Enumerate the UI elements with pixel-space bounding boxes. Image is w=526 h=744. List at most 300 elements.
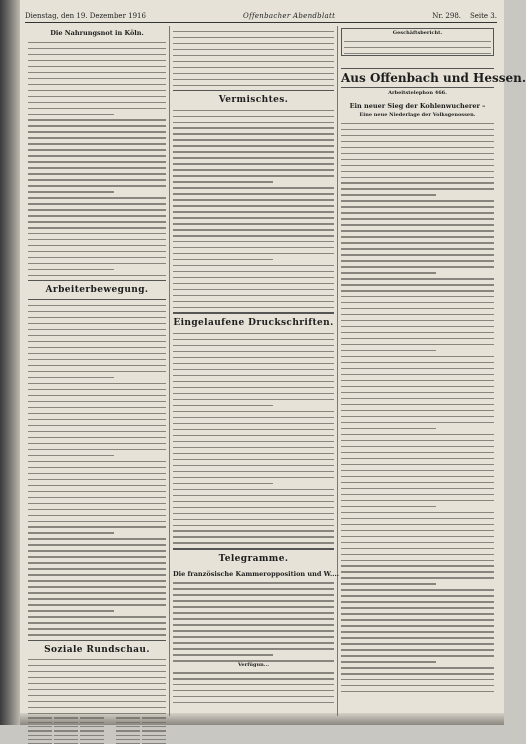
text-line: [341, 661, 436, 662]
text-line: [341, 284, 494, 285]
text-line: [173, 333, 334, 334]
article-heading-kammeropposition: Die französische Kammeropposition und W....: [173, 569, 340, 578]
text-line: [28, 665, 166, 666]
text-line: [341, 362, 494, 363]
text-line: [28, 586, 166, 587]
table-row: [28, 717, 166, 718]
text-line: [173, 471, 334, 472]
text-line: [341, 278, 494, 279]
text-line: [173, 357, 334, 358]
text-line: [173, 702, 334, 703]
text-line: [341, 434, 494, 435]
text-line: [28, 556, 166, 557]
text-line: [173, 363, 334, 364]
table-cell: [80, 735, 104, 736]
table-cell: [142, 735, 166, 736]
text-line: [173, 133, 334, 134]
text-line: [28, 407, 166, 408]
text-block: [341, 123, 494, 693]
text-line: [341, 631, 494, 632]
table-cell: [28, 726, 52, 727]
text-line: [28, 72, 166, 73]
text-line: [341, 649, 494, 650]
text-line: [173, 145, 334, 146]
text-line: [341, 416, 494, 417]
text-line: [173, 530, 334, 531]
text-line: [173, 624, 334, 625]
table-cell: [28, 735, 52, 736]
text-line: [341, 440, 494, 441]
text-line: [341, 188, 494, 189]
text-line: [173, 205, 334, 206]
text-line: [28, 598, 166, 599]
text-line: [341, 165, 494, 166]
text-line: [341, 452, 494, 453]
text-line: [28, 221, 166, 222]
text-block: [28, 659, 166, 714]
text-line: [173, 139, 334, 140]
text-line: [28, 707, 166, 708]
text-line: [341, 153, 494, 154]
text-line: [173, 67, 334, 68]
divider: [28, 299, 166, 300]
text-line: [173, 339, 334, 340]
text-line: [28, 628, 166, 629]
section-heading-vermischtes: Vermischtes.: [218, 94, 289, 105]
text-line: [173, 211, 334, 212]
text-line: [173, 435, 334, 436]
text-line: [28, 78, 166, 79]
text-line: [341, 691, 494, 692]
text-line: [341, 182, 494, 183]
text-line: [341, 212, 494, 213]
text-line: [173, 253, 334, 254]
text-line: [28, 96, 166, 97]
statistics-table: [28, 717, 166, 744]
text-line: [341, 560, 494, 561]
table-cell: [54, 730, 78, 731]
table-cell: [54, 717, 78, 718]
text-line: [28, 437, 166, 438]
text-line: [341, 147, 494, 148]
text-line: [28, 42, 166, 43]
text-line: [173, 122, 334, 123]
text-line: [28, 209, 166, 210]
text-line: [173, 642, 334, 643]
text-line: [173, 525, 334, 526]
text-line: [341, 583, 436, 584]
text-line: [341, 565, 494, 566]
text-line: [28, 610, 114, 611]
text-line: [173, 110, 334, 111]
text-line: [173, 271, 334, 272]
text-line: [341, 159, 494, 160]
text-block: [173, 110, 334, 309]
text-line: [28, 473, 166, 474]
text-line: [173, 513, 334, 514]
text-line: [341, 332, 494, 333]
table-gap: [106, 726, 114, 727]
text-line: [28, 90, 166, 91]
text-line: [341, 308, 494, 309]
text-line: [28, 179, 166, 180]
text-line: [173, 690, 334, 691]
table-cell: [142, 722, 166, 723]
text-line: [28, 347, 166, 348]
text-line: [341, 356, 494, 357]
text-line: [341, 595, 494, 596]
text-line: [341, 260, 494, 261]
text-line: [341, 512, 494, 513]
text-line: [341, 206, 494, 207]
text-line: [28, 149, 166, 150]
text-line: [341, 601, 494, 602]
text-line: [28, 215, 166, 216]
text-line: [28, 689, 166, 690]
text-line: [28, 580, 166, 581]
text-line: [28, 425, 166, 426]
text-line: [28, 239, 166, 240]
table-gap: [106, 717, 114, 718]
text-line: [28, 257, 166, 258]
table-cell: [80, 717, 104, 718]
text-line: [341, 488, 494, 489]
text-line: [341, 338, 494, 339]
text-line: [173, 453, 334, 454]
text-line: [28, 544, 166, 545]
text-line: [28, 143, 166, 144]
text-line: [341, 404, 494, 405]
text-line: [341, 542, 494, 543]
table-cell: [116, 730, 140, 731]
text-line: [173, 684, 334, 685]
text-line: [28, 305, 166, 306]
text-line: [173, 417, 334, 418]
table-cell: [80, 722, 104, 723]
text-line: [341, 458, 494, 459]
text-line: [173, 307, 334, 308]
text-line: [28, 521, 166, 522]
text-line: [28, 461, 166, 462]
section-heading-offenbach-hessen: Aus Offenbach und Hessen.: [341, 68, 494, 88]
text-line: [344, 41, 491, 42]
text-line: [173, 387, 334, 388]
text-line: [173, 277, 334, 278]
text-line: [28, 66, 166, 67]
text-line: [28, 60, 166, 61]
text-line: [341, 374, 494, 375]
text-line: [28, 592, 166, 593]
article-heading-nahrungsnot: Die Nahrungsnot in Köln.: [50, 29, 144, 37]
table-cell: [80, 739, 104, 740]
text-line: [341, 613, 494, 614]
text-line: [341, 272, 436, 273]
text-line: [173, 483, 273, 484]
text-block: [173, 333, 334, 544]
text-line: [28, 467, 166, 468]
text-line: [28, 683, 166, 684]
text-line: [173, 247, 334, 248]
text-line: [28, 634, 166, 635]
section-subheading: Arbeitstelephon 466.: [388, 89, 447, 96]
text-line: [28, 84, 166, 85]
text-line: [341, 344, 494, 345]
text-line: [341, 290, 494, 291]
text-line: [173, 351, 334, 352]
text-line: [173, 79, 334, 80]
text-line: [173, 459, 334, 460]
text-line: [28, 371, 166, 372]
divider: [173, 90, 334, 91]
table-cell: [28, 730, 52, 731]
text-line: [341, 314, 494, 315]
table-cell: [116, 739, 140, 740]
text-line: [28, 323, 166, 324]
table-cell: [142, 726, 166, 727]
text-line: [173, 283, 334, 284]
text-line: [341, 571, 494, 572]
text-line: [173, 345, 334, 346]
text-line: [28, 568, 166, 569]
text-line: [173, 405, 273, 406]
text-line: [173, 477, 334, 478]
notice-box: [341, 28, 494, 56]
text-line: [341, 422, 494, 423]
text-line: [341, 386, 494, 387]
table-cell: [142, 730, 166, 731]
text-line: [173, 542, 334, 543]
text-line: [173, 157, 334, 158]
text-line: [28, 701, 166, 702]
text-line: [173, 536, 334, 537]
divider: [173, 312, 334, 314]
text-line: [341, 296, 494, 297]
text-line: [28, 263, 166, 264]
table-cell: [80, 730, 104, 731]
text-line: [341, 476, 494, 477]
section-heading-soziale-rundschau: Soziale Rundschau.: [44, 644, 150, 655]
table-row: [28, 726, 166, 727]
text-line: [341, 410, 494, 411]
text-block: [173, 672, 334, 703]
table-cell: [142, 739, 166, 740]
text-line: [28, 233, 166, 234]
text-line: [28, 167, 166, 168]
text-line: [344, 47, 491, 48]
text-line: [28, 659, 166, 660]
text-line: [28, 485, 166, 486]
text-line: [341, 589, 494, 590]
text-line: [28, 317, 166, 318]
section-heading-arbeiterbewegung: Arbeiterbewegung.: [45, 285, 149, 296]
text-line: [341, 254, 494, 255]
text-line: [173, 582, 334, 583]
text-line: [341, 224, 494, 225]
table-cell: [116, 735, 140, 736]
section-heading-druckschriften: Eingelaufene Druckschriften.: [173, 318, 334, 329]
text-line: [344, 53, 491, 54]
text-line: [173, 199, 334, 200]
table-cell: [116, 722, 140, 723]
text-line: [341, 673, 494, 674]
text-line: [341, 171, 494, 172]
text-line: [173, 175, 334, 176]
text-line: [28, 562, 166, 563]
text-line: [28, 161, 166, 162]
text-line: [341, 368, 494, 369]
text-line: [28, 455, 114, 456]
page-header: [25, 12, 497, 23]
page-content: [25, 12, 526, 712]
text-line: [173, 127, 334, 128]
table-cell: [54, 739, 78, 740]
text-line: [173, 369, 334, 370]
header-date: Dienstag, den 19. Dezember 1916: [25, 12, 146, 20]
table-gap: [106, 722, 114, 723]
text-line: [341, 428, 436, 429]
text-line: [341, 123, 494, 124]
text-line: [28, 114, 114, 115]
text-line: [28, 574, 166, 575]
text-line: [173, 423, 334, 424]
text-line: [341, 524, 494, 525]
text-line: [28, 538, 166, 539]
text-line: [173, 618, 334, 619]
text-line: [28, 377, 114, 378]
text-line: [28, 48, 166, 49]
text-line: [173, 660, 334, 661]
text-line: [341, 619, 494, 620]
table-gap: [106, 735, 114, 736]
table-row: [28, 739, 166, 740]
table-row: [28, 730, 166, 731]
text-line: [173, 636, 334, 637]
text-line: [341, 135, 494, 136]
text-line: [173, 495, 334, 496]
column-2: [170, 26, 338, 716]
text-line: [173, 375, 334, 376]
text-line: [28, 227, 166, 228]
text-line: [341, 506, 436, 507]
text-line: [28, 102, 166, 103]
text-line: [341, 177, 494, 178]
text-line: [28, 443, 166, 444]
header-issue: Nr. 298.: [432, 12, 462, 20]
text-line: [341, 266, 494, 267]
text-line: [173, 507, 334, 508]
text-line: [28, 119, 166, 120]
text-line: [28, 173, 166, 174]
text-line: [28, 155, 166, 156]
text-line: [28, 269, 114, 270]
text-line: [28, 389, 166, 390]
table-gap: [106, 730, 114, 731]
table-cell: [80, 726, 104, 727]
text-line: [341, 350, 436, 351]
text-line: [341, 302, 494, 303]
text-line: [173, 429, 334, 430]
text-line: [341, 577, 494, 578]
divider: [173, 548, 334, 550]
text-line: [173, 241, 334, 242]
text-line: [173, 399, 334, 400]
text-line: [173, 441, 334, 442]
text-line: [173, 217, 334, 218]
text-line: [341, 320, 494, 321]
text-line: [173, 678, 334, 679]
text-line: [341, 236, 494, 237]
text-line: [28, 203, 166, 204]
text-line: [28, 275, 166, 276]
table-cell: [54, 735, 78, 736]
text-line: [28, 185, 166, 186]
article-heading-kohlenwucherer: Ein neuer Sieg der Kohlenwucherer –: [349, 101, 486, 110]
section-heading-telegramme: Telegramme.: [218, 553, 289, 564]
text-line: [341, 482, 494, 483]
text-line: [173, 55, 334, 56]
text-line: [341, 242, 494, 243]
text-line: [28, 251, 166, 252]
text-line: [28, 353, 166, 354]
text-line: [341, 392, 494, 393]
text-line: [341, 248, 494, 249]
text-line: [341, 518, 494, 519]
text-line: [173, 181, 273, 182]
text-line: [173, 612, 334, 613]
header-issue-page: [432, 12, 497, 20]
column-1: [25, 26, 170, 716]
text-line: [173, 43, 334, 44]
text-line: [173, 31, 334, 32]
text-line: [341, 655, 494, 656]
text-line: [173, 465, 334, 466]
text-line: [173, 289, 334, 290]
text-line: [28, 671, 166, 672]
text-line: [28, 329, 166, 330]
text-line: [341, 667, 494, 668]
text-line: [173, 630, 334, 631]
text-block: [173, 31, 334, 86]
text-block: [173, 582, 334, 661]
text-line: [341, 398, 494, 399]
table-cell: [54, 726, 78, 727]
text-line: [28, 108, 166, 109]
notice-heading: Geschäftsbericht.: [392, 30, 443, 36]
header-page: Seite 3.: [469, 12, 497, 20]
text-line: [28, 413, 166, 414]
text-line: [173, 163, 334, 164]
text-line: [341, 194, 436, 195]
text-block: [344, 41, 491, 54]
text-line: [28, 137, 166, 138]
text-line: [173, 223, 334, 224]
text-line: [173, 169, 334, 170]
text-line: [341, 141, 494, 142]
text-line: [28, 341, 166, 342]
text-line: [28, 479, 166, 480]
text-line: [28, 515, 166, 516]
table-row: [28, 722, 166, 723]
text-line: [173, 265, 334, 266]
text-line: [173, 447, 334, 448]
text-line: [341, 530, 494, 531]
columns: [25, 26, 526, 716]
text-line: [173, 588, 334, 589]
text-line: [173, 393, 334, 394]
text-line: [341, 500, 494, 501]
text-line: [28, 245, 166, 246]
text-line: [173, 116, 334, 117]
